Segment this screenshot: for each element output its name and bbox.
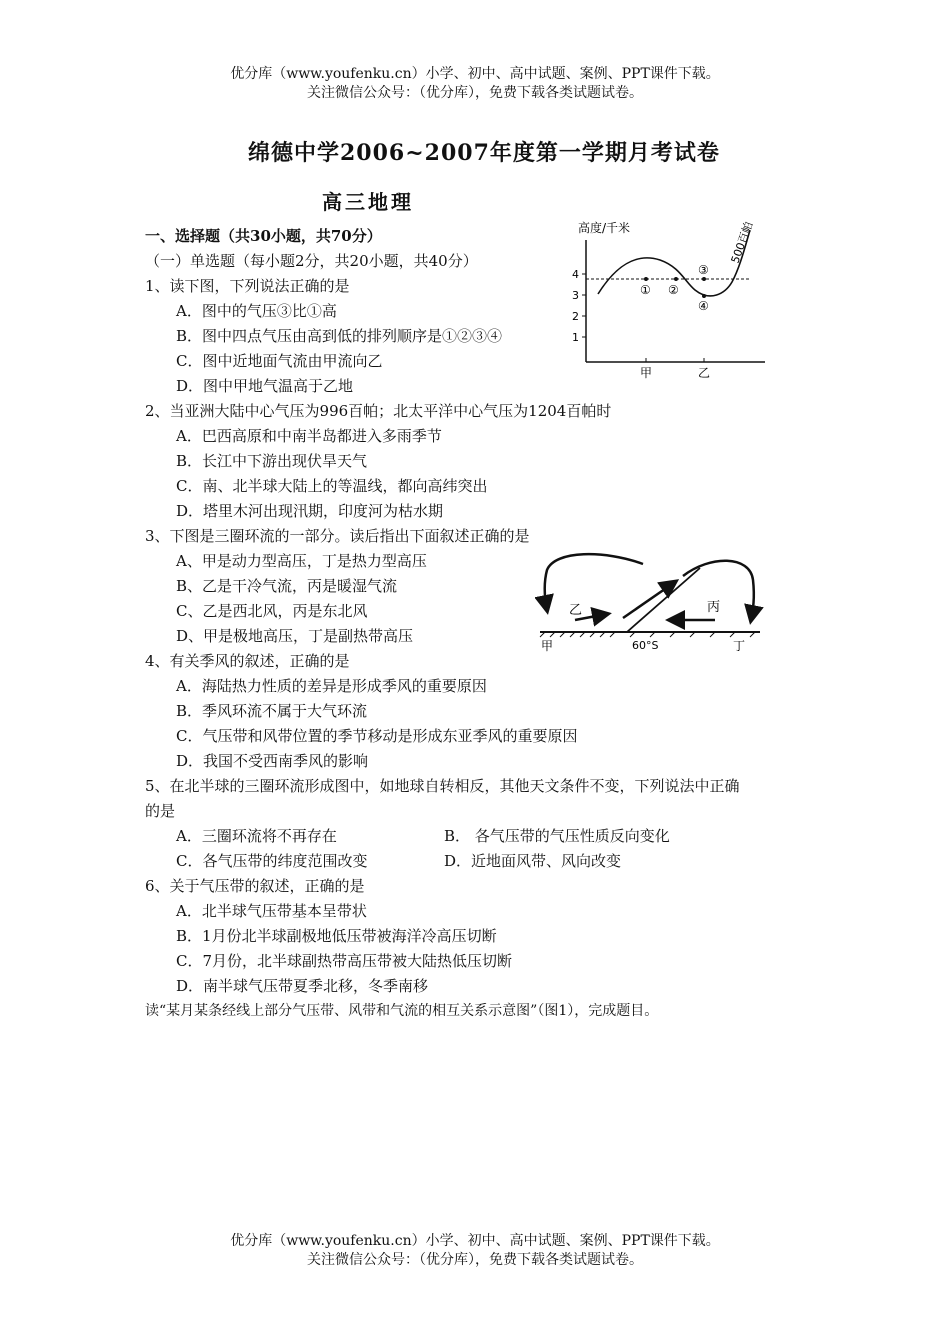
footer-line-1: 优分库（www.youfenku.cn）小学、初中、高中试题、案例、PPT课件下载。 <box>230 1233 720 1249</box>
exam-title: 绵德中学2006~2007年度第一学期月考试卷 <box>248 140 720 166</box>
isobar-figure <box>570 212 780 382</box>
q1-option-b: B．图中四点气压由高到低的排列顺序是①②③④ <box>176 327 503 345</box>
fig1-ytick: 3 <box>572 289 579 302</box>
q5-option-b: B． 各气压带的气压性质反向变化 <box>444 827 670 845</box>
q3-option-b: B、乙是干冷气流，丙是暖湿气流 <box>176 577 398 595</box>
fig1-isobar-label: 500百帕 <box>728 220 756 266</box>
q1-option-a: A．图中的气压③比①高 <box>176 302 337 320</box>
q6-option-b: B．1月份北半球副极地低压带被海洋冷高压切断 <box>176 927 497 945</box>
circulation-figure <box>535 550 775 655</box>
fig3-label-bing: 丙 <box>707 600 721 615</box>
q4-stem: 4、有关季风的叙述，正确的是 <box>145 652 350 670</box>
section-heading: 一、选择题（共30小题，共70分） <box>145 227 382 245</box>
fig1-xlabel: 乙 <box>698 366 711 380</box>
footer-line-2: 关注微信公众号：（优分库），免费下载各类试题试卷。 <box>307 1252 643 1268</box>
q4-option-b: B．季风环流不属于大气环流 <box>176 702 368 720</box>
q2-option-c: C．南、北半球大陆上的等温线，都向高纬突出 <box>176 477 488 495</box>
fig1-point-3 <box>702 277 706 281</box>
reading-instruction: 读“某月某条经线上部分气压带、风带和气流的相互关系示意图”（图1），完成题目。 <box>145 1003 659 1019</box>
q4-option-c: C．气压带和风带位置的季节移动是形成东亚季风的重要原因 <box>176 727 578 745</box>
fig1-point-label: ① <box>640 283 651 297</box>
header-line-2: 关注微信公众号：（优分库），免费下载各类试题试卷。 <box>307 85 643 101</box>
q5-stem-line-2: 的是 <box>145 802 176 820</box>
fig3-arrow-upper-left <box>545 554 643 610</box>
fig1-ytick: 4 <box>572 268 579 281</box>
q2-option-d: D．塔里木河出现汛期，印度河为枯水期 <box>176 502 444 520</box>
q3-option-d: D、甲是极地高压，丁是副热带高压 <box>176 627 414 645</box>
exam-subtitle: 高三地理 <box>322 190 414 214</box>
q1-option-d: D．图中甲地气温高于乙地 <box>176 377 354 395</box>
fig3-label-ding: 丁 <box>733 639 746 653</box>
fig1-point-label: ② <box>668 283 679 297</box>
q1-stem: 1、读下图，下列说法正确的是 <box>145 277 350 295</box>
fig1-point-2 <box>674 277 678 281</box>
q2-option-a: A．巴西高原和中南半岛都进入多雨季节 <box>176 427 442 445</box>
fig1-point-label: ③ <box>698 263 709 277</box>
q6-option-a: A．北半球气压带基本呈带状 <box>176 902 367 920</box>
q3-option-c: C、乙是西北风，丙是东北风 <box>176 602 368 620</box>
q5-option-a: A．三圈环流将不再存在 <box>176 827 337 845</box>
fig3-label-60s: 60°S <box>632 639 659 652</box>
fig1-point-label: ④ <box>698 299 709 313</box>
fig1-xlabel: 甲 <box>640 366 653 380</box>
q6-option-c: C．7月份，北半球副热带高压带被大陆热低压切断 <box>176 952 513 970</box>
q2-option-b: B．长江中下游出现伏旱天气 <box>176 452 368 470</box>
q4-option-d: D．我国不受西南季风的影响 <box>176 752 369 770</box>
q3-option-a: A、甲是动力型高压，丁是热力型高压 <box>176 552 427 570</box>
q3-stem: 3、下图是三圈环流的一部分。读后指出下面叙述正确的是 <box>145 527 530 545</box>
fig1-ylabel: 高度/千米 <box>578 221 631 235</box>
q4-option-a: A．海陆热力性质的差异是形成季风的重要原因 <box>176 677 487 695</box>
fig1-point-4 <box>702 294 706 298</box>
header-line-1: 优分库（www.youfenku.cn）小学、初中、高中试题、案例、PPT课件下载。 <box>230 66 720 82</box>
q5-option-d: D．近地面风带、风向改变 <box>444 852 622 870</box>
q2-stem: 2、当亚洲大陆中心气压为996百帕；北太平洋中心气压为1204百帕时 <box>145 402 612 420</box>
q5-stem-line-1: 5、在北半球的三圈环流形成图中，如地球自转相反，其他天文条件不变，下列说法中正确 <box>145 777 740 795</box>
q5-option-c: C．各气压带的纬度范围改变 <box>176 852 368 870</box>
q1-option-c: C．图中近地面气流由甲流向乙 <box>176 352 383 370</box>
fig3-front-line <box>627 568 700 632</box>
fig3-label-yi: 乙 <box>569 603 583 618</box>
fig1-point-1 <box>644 277 648 281</box>
q6-stem: 6、关于气压带的叙述，正确的是 <box>145 877 365 895</box>
subsection-heading: （一）单选题（每小题2分，共20小题，共40分） <box>145 252 478 270</box>
fig1-ytick: 1 <box>572 331 579 344</box>
q6-option-d: D．南半球气压带夏季北移，冬季南移 <box>176 977 429 995</box>
fig1-ytick: 2 <box>572 310 579 323</box>
fig3-label-jia: 甲 <box>541 639 554 653</box>
